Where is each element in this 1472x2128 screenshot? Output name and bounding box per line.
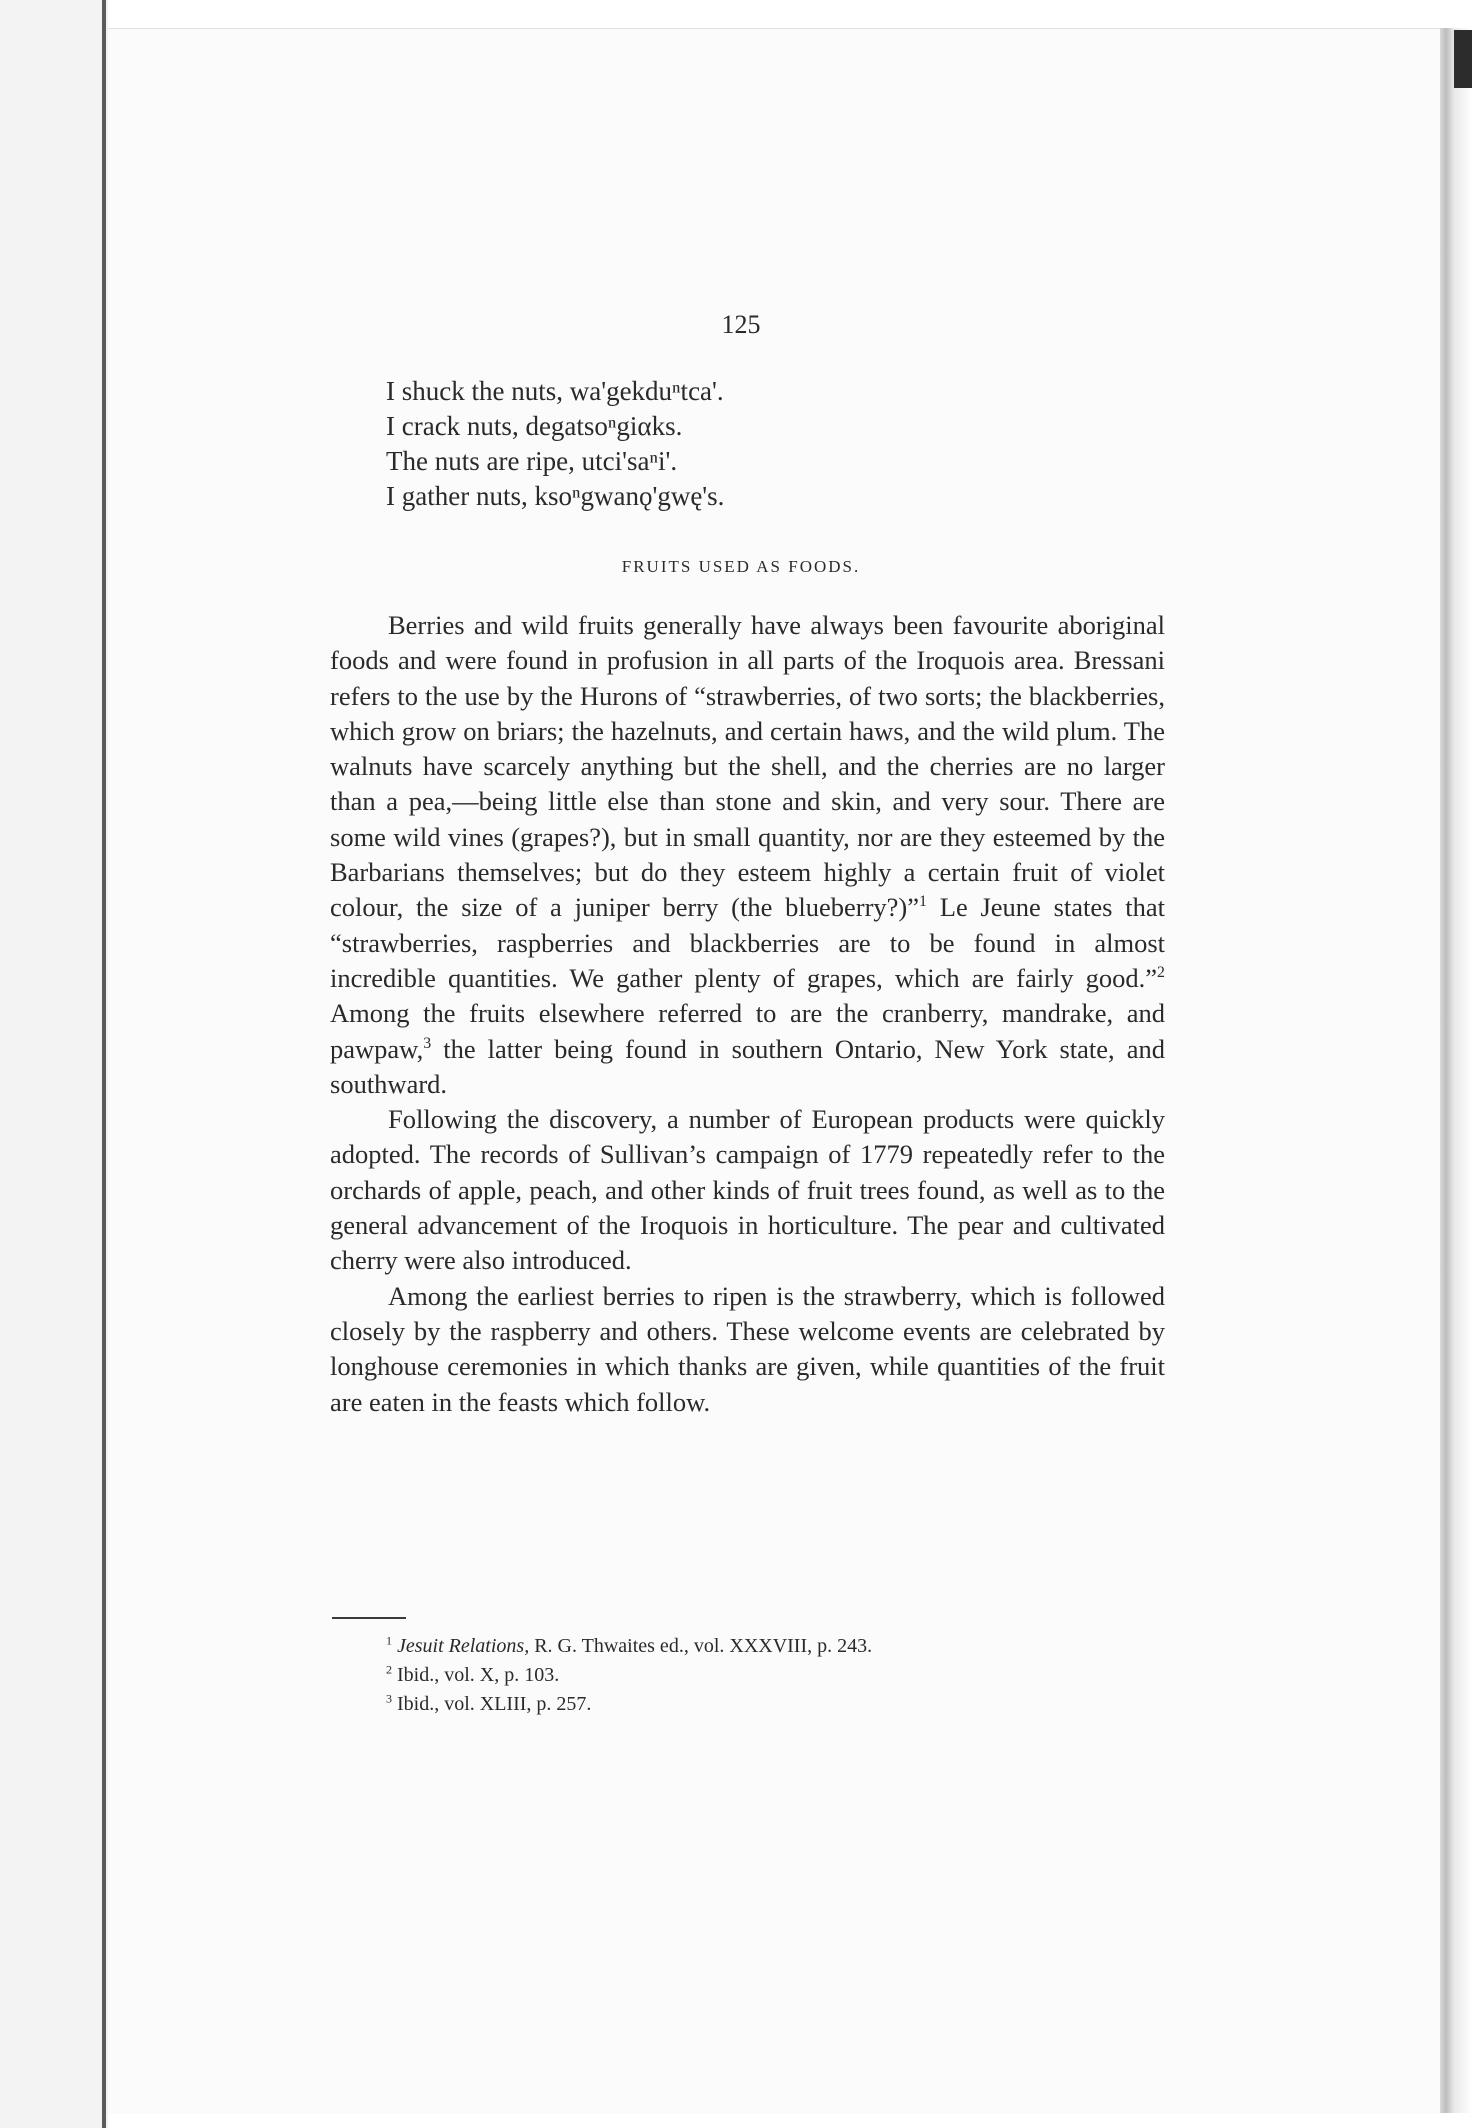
paragraph-text: Among the fruits elsewhere referred to are the cranberry, mandrake, and pawpaw,: [330, 998, 1165, 1064]
vocabulary-line: I shuck the nuts, wa'gekduⁿtca'.: [386, 376, 724, 406]
paragraph-text: Berries and wild fruits generally have always been favourite aboriginal foods and were found in profusion in all parts of the Iroquois area. Bressani refers to the use by the Hurons of “strawberries, of two sorts; the blackberries, which grow on briars; the hazelnuts, and certain haws, and the wild plum. The walnuts have scarcely anything but the shell, and the cherries are no larger than a pea,—being little else than stone and skin, and very sour. There are some wild vines (grapes?), but in small quantity, nor are they esteemed by the Barbarians themselves; but do they esteem highly a certain fruit of violet colour, the size of a juniper berry (the blueberry?)”: [330, 610, 1165, 923]
paragraph: [330, 608, 1165, 1102]
binding-edge-line: [102, 0, 106, 2128]
footnote: [386, 1632, 1166, 1661]
paragraph: [330, 1279, 1165, 1420]
footnote-source-title: Jesuit Relations,: [397, 1635, 530, 1657]
section-heading: FRUITS USED AS FOODS.: [621, 557, 861, 576]
paragraph: [330, 1102, 1165, 1278]
footnote-marker: 2: [386, 1662, 392, 1677]
footnote-marker: 3: [386, 1691, 392, 1706]
facing-page-edge: [0, 0, 108, 2128]
paragraph-text: Following the discovery, a number of European products were quickly adopted. The records of Sullivan’s campaign of 1779 repeatedly refer to the orchards of apple, peach, and other kinds of fruit trees found, as well as to the general advancement of the Iroquois in horticulture. The pear and cultivated cherry were also introduced.: [330, 1104, 1165, 1276]
paragraph-text: Le Jeune states that “strawberries, raspberries and blackberries are to be found in almost incredible quantities. We gather plenty of grapes, which are fairly good.”: [330, 892, 1166, 993]
page-number: 125: [721, 310, 761, 339]
footnotes: [386, 1632, 1166, 1719]
footnote-text: R. G. Thwaites ed., vol. XXXVIII, p. 243.: [529, 1635, 873, 1657]
footnote-marker: 1: [386, 1633, 392, 1648]
vocabulary-line: I crack nuts, degatsoⁿgiαks.: [386, 411, 683, 441]
footnote-text: Ibid., vol. X, p. 103.: [397, 1664, 560, 1686]
footnote-reference: 3: [423, 1034, 432, 1052]
page-edge-shadow: [1440, 28, 1472, 2113]
footnote: [386, 1661, 1166, 1690]
footnote-rule: [332, 1617, 406, 1619]
footnote-reference: 1: [919, 893, 927, 911]
vocabulary-line: I gather nuts, ksoⁿgwanǫ'gwę's.: [386, 481, 725, 511]
corner-blot: [1454, 30, 1472, 88]
vocabulary-list: [386, 374, 1156, 514]
vocabulary-line: The nuts are ripe, utci'saⁿi'.: [386, 446, 678, 476]
paragraph-text: Among the earliest berries to ripen is the strawberry, which is followed closely by the raspberry and others. These welcome events are celebrated by longhouse ceremonies in which thanks are given, while quantities of the fruit are eaten in the feasts which follow.: [330, 1280, 1165, 1417]
footnote-text: Ibid., vol. XLIII, p. 257.: [397, 1693, 592, 1715]
footnote: [386, 1690, 1166, 1719]
footnote-reference: 2: [1157, 964, 1165, 982]
paragraph-text: the latter being found in southern Ontario, New York state, and southward.: [330, 1033, 1165, 1099]
body-text: [330, 608, 1165, 1420]
